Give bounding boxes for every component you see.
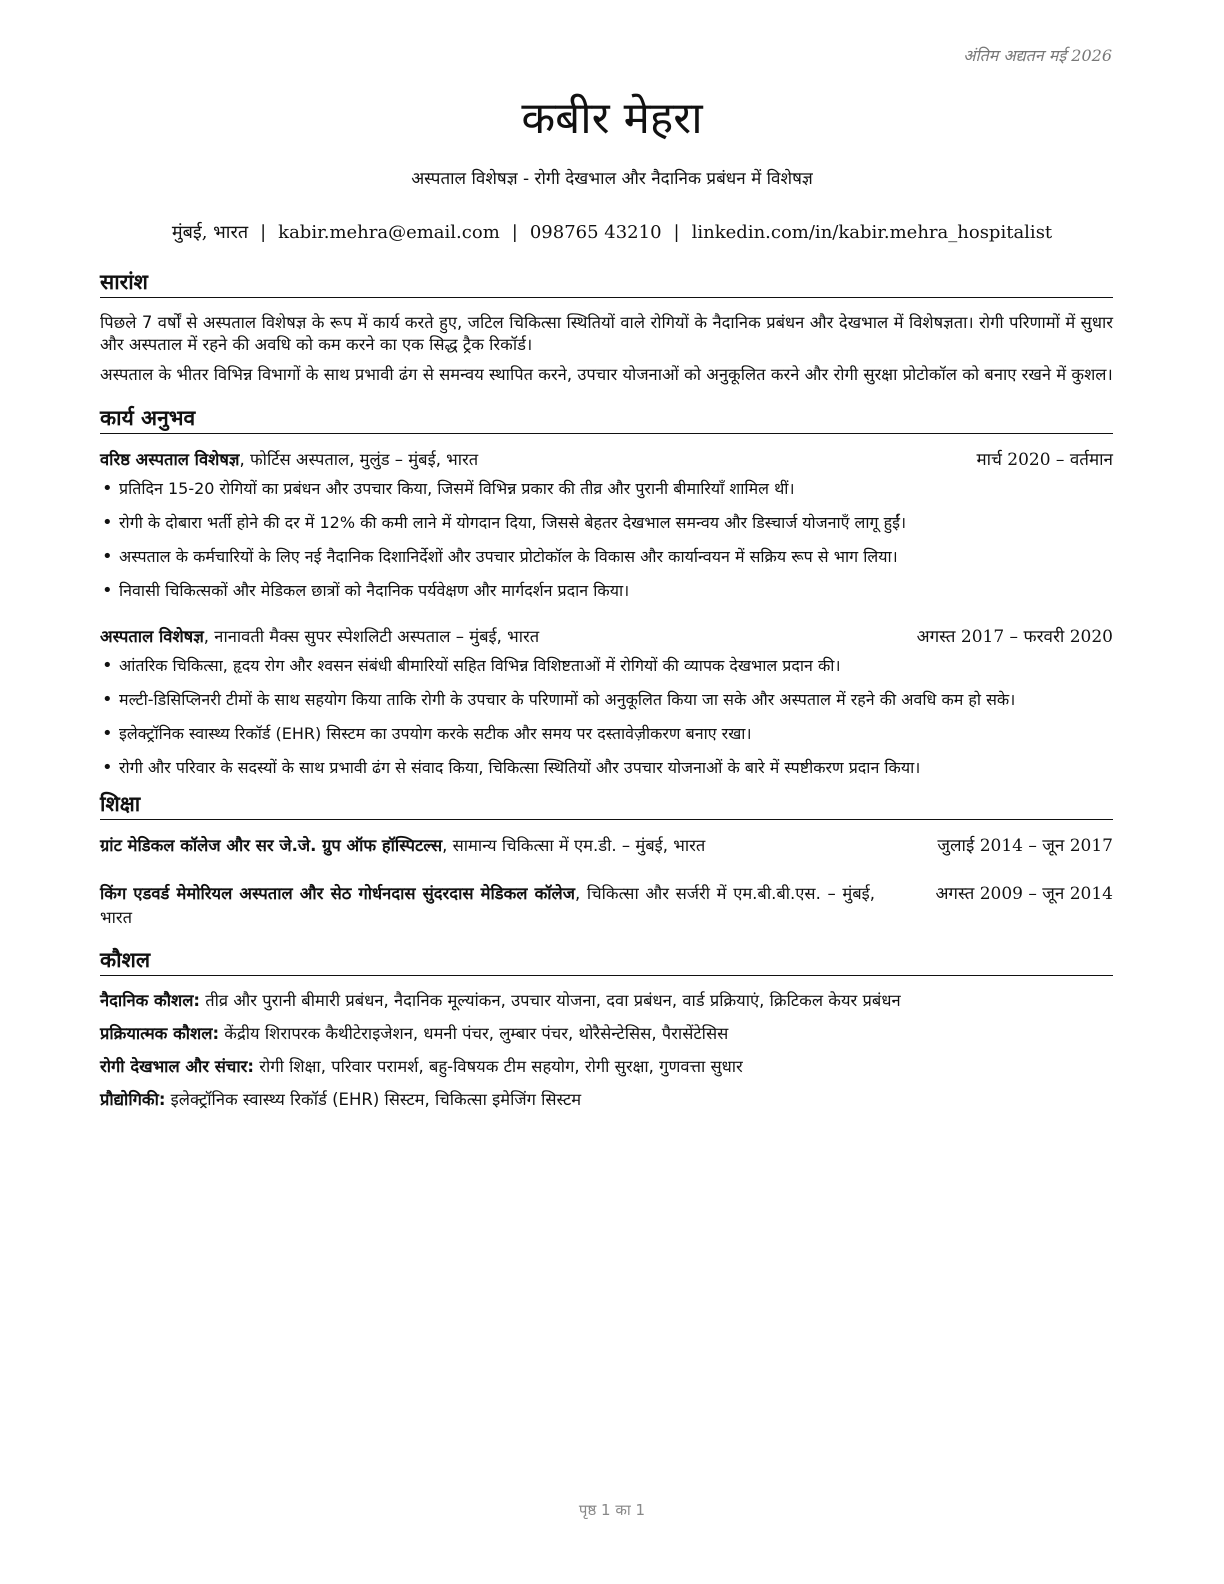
contact-separator: | [260, 222, 267, 243]
contact-location: मुंबई, भारत [171, 222, 249, 243]
job-entry [100, 449, 1113, 602]
education-detail: , चिकित्सा और सर्जरी में एम.बी.बी.एस. – मुंबई, भारत [100, 884, 875, 927]
section-title-skills: कौशल [100, 946, 1113, 976]
skill-value: रोगी शिक्षा, परिवार परामर्श, बहु-विषयक टीम सहयोग, रोगी सुरक्षा, गुणवत्ता सुधार [254, 1057, 743, 1076]
experience-section [100, 404, 1113, 779]
education-dates: जुलाई 2014 – जून 2017 [937, 836, 1113, 856]
job-bullet: • इलेक्ट्रॉनिक स्वास्थ्य रिकॉर्ड (EHR) सिस्टम का उपयोग करके सटीक और समय पर दस्तावेज़ीकरण बनाए रखा। [100, 722, 1113, 745]
job-bullet: • आंतरिक चिकित्सा, हृदय रोग और श्वसन संबंधी बीमारियों सहित विभिन्न विशिष्टताओं में रोगियों की व्यापक देखभाल प्रदान की। [100, 654, 1113, 677]
education-detail: , सामान्य चिकित्सा में एम.डी. – मुंबई, भारत [442, 836, 706, 855]
job-dates: अगस्त 2017 – फरवरी 2020 [916, 627, 1113, 647]
job-bullet: • अस्पताल के कर्मचारियों के लिए नई नैदानिक दिशानिर्देशों और उपचार प्रोटोकॉल के विकास और कार्यान्वयन में सक्रिय रूप से भाग लिया। [100, 545, 1113, 568]
section-title-education: शिक्षा [100, 790, 1113, 820]
skill-label: प्रक्रियात्मक कौशल: [100, 1024, 220, 1043]
job-bullets [100, 654, 1113, 779]
job-bullets [100, 477, 1113, 602]
education-institution: ग्रांट मेडिकल कॉलेज और सर जे.जे. ग्रुप ऑफ हॉस्पिटल्स [100, 836, 443, 855]
section-title-experience: कार्य अनुभव [100, 404, 1113, 434]
last-updated: अंतिम अद्यतन मई 2026 [963, 46, 1112, 65]
section-title-summary: सारांश [100, 268, 1113, 298]
education-dates: अगस्त 2009 – जून 2014 [935, 884, 1113, 904]
skill-value: केंद्रीय शिरापरक कैथीटेराइजेशन, धमनी पंचर, लुम्बार पंचर, थोरैसेन्टेसिस, पैरासेंटेसिस [219, 1024, 729, 1043]
job-bullet: • मल्टी-डिसिप्लिनरी टीमों के साथ सहयोग किया ताकि रोगी के उपचार के परिणामों को अनुकूलित किया जा सके और अस्पताल में रहने की अवधि कम हो सके। [100, 688, 1113, 711]
contact-email[interactable]: kabir.mehra@email.com [278, 222, 500, 243]
contact-phone: 098765 43210 [529, 222, 662, 243]
page-footer: पृष्ठ 1 का 1 [578, 1501, 646, 1519]
summary-paragraph: अस्पताल के भीतर विभिन्न विभागों के साथ प्रभावी ढंग से समन्वय स्थापित करने, उपचार योजनाओं को अनुकूलित करने और रोगी सुरक्षा प्रोटोकॉल को बनाए रखने में कुशल। [100, 365, 1113, 384]
education-section [100, 790, 1113, 930]
skills-section [100, 946, 1113, 1111]
job-header [100, 449, 1113, 471]
skill-line [100, 990, 1113, 1012]
job-role: वरिष्ठ अस्पताल विशेषज्ञ [100, 450, 240, 469]
summary-paragraph: पिछले 7 वर्षों से अस्पताल विशेषज्ञ के रूप में कार्य करते हुए, जटिल चिकित्सा स्थितियों वाले रोगियों के नैदानिक प्रबंधन और देखभाल में विशेषज्ञता। रोगी परिणामों में सुधार और अस्पताल में रहने की अवधि को कम करने का एक सिद्ध ट्रैक रिकॉर्ड। [100, 313, 1113, 354]
job-org: , फोर्टिस अस्पताल, मुलुंड – मुंबई, भारत [239, 450, 479, 469]
skill-label: नैदानिक कौशल: [100, 991, 200, 1010]
contact-line [0, 220, 1224, 244]
skill-label: प्रौद्योगिकी: [100, 1090, 166, 1109]
summary-section [100, 268, 1113, 386]
skill-line [100, 1056, 1113, 1078]
skill-line [100, 1089, 1113, 1111]
contact-linkedin[interactable]: linkedin.com/in/kabir.mehra_hospitalist [691, 222, 1053, 243]
education-entry [100, 834, 1113, 858]
resume-content [100, 268, 1113, 1111]
skill-value: इलेक्ट्रॉनिक स्वास्थ्य रिकॉर्ड (EHR) सिस्टम, चिकित्सा इमेजिंग सिस्टम [165, 1090, 582, 1109]
job-role: अस्पताल विशेषज्ञ [100, 627, 204, 646]
job-bullet: • प्रतिदिन 15-20 रोगियों का प्रबंधन और उपचार किया, जिसमें विभिन्न प्रकार की तीव्र और पुरानी बीमारियाँ शामिल थीं। [100, 477, 1113, 500]
candidate-name: कबीर मेहरा [521, 93, 703, 144]
job-bullet: • रोगी के दोबारा भर्ती होने की दर में 12% की कमी लाने में योगदान दिया, जिससे बेहतर देखभाल समन्वय और डिस्चार्ज योजनाएँ लागू हुईं। [100, 511, 1113, 534]
education-institution: किंग एडवर्ड मेमोरियल अस्पताल और सेठ गोर्धनदास सुंदरदास मेडिकल कॉलेज [100, 884, 575, 903]
job-bullet: • निवासी चिकित्सकों और मेडिकल छात्रों को नैदानिक पर्यवेक्षण और मार्गदर्शन प्रदान किया। [100, 579, 1113, 602]
contact-separator: | [511, 222, 518, 243]
headline: अस्पताल विशेषज्ञ - रोगी देखभाल और नैदानिक प्रबंधन में विशेषज्ञ [411, 169, 813, 189]
job-entry [100, 626, 1113, 779]
job-dates: मार्च 2020 – वर्तमान [976, 450, 1113, 470]
job-bullet: • रोगी और परिवार के सदस्यों के साथ प्रभावी ढंग से संवाद किया, चिकित्सा स्थितियों और उपचार योजनाओं के बारे में स्पष्टीकरण प्रदान किया। [100, 756, 1113, 779]
education-entry [100, 882, 1113, 930]
skill-line [100, 1023, 1113, 1045]
job-org: , नानावती मैक्स सुपर स्पेशलिटी अस्पताल – मुंबई, भारत [203, 627, 540, 646]
job-header [100, 626, 1113, 648]
skill-label: रोगी देखभाल और संचार: [100, 1057, 255, 1076]
contact-separator: | [673, 222, 680, 243]
skill-value: तीव्र और पुरानी बीमारी प्रबंधन, नैदानिक मूल्यांकन, उपचार योजना, दवा प्रबंधन, वार्ड प्रक्रियाएं, क्रिटिकल केयर प्रबंधन [200, 991, 901, 1010]
